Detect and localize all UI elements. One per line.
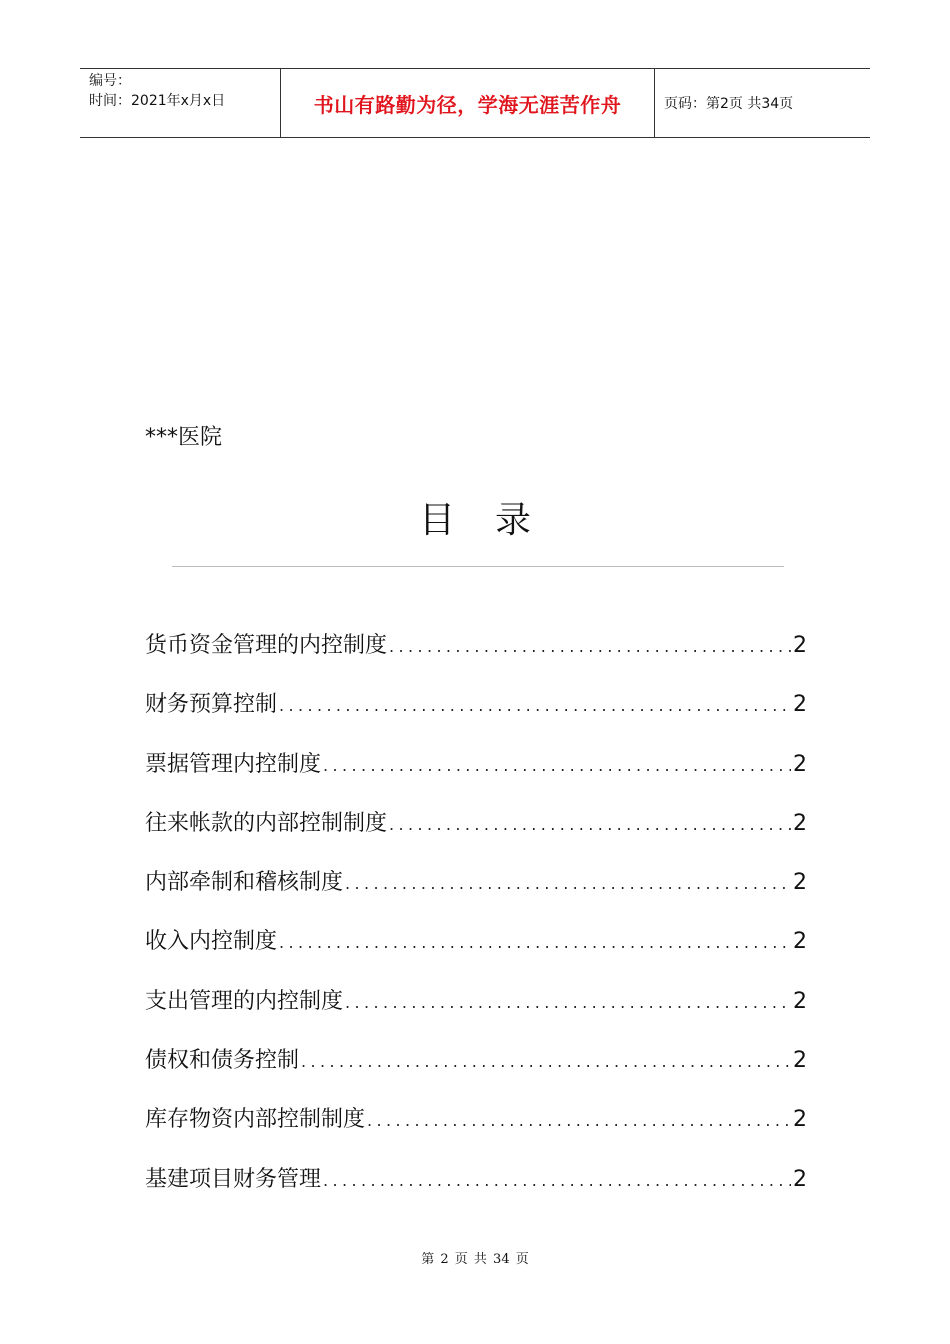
toc-entry-page: 2 <box>793 810 807 836</box>
toc-entry-label: 债权和债务控制 <box>145 1048 300 1074</box>
page-info: 页码：第2页 共34页 <box>664 96 794 112</box>
toc-leader-dots <box>321 1171 791 1190</box>
toc-entry[interactable] <box>145 628 807 687</box>
toc-leader-dots <box>321 756 791 775</box>
header-meta <box>80 69 281 137</box>
time-label: 时间：2021年x月x日 <box>89 93 226 109</box>
page-footer: 第 2 页 共 34 页 <box>421 1252 529 1267</box>
header-page-cell <box>655 69 870 137</box>
title-divider <box>172 566 784 567</box>
toc-entry-page: 2 <box>793 1048 807 1074</box>
toc-leader-dots <box>277 696 791 715</box>
page-header <box>80 68 870 138</box>
toc-entry[interactable] <box>145 687 807 746</box>
hospital-name: ***医院 <box>145 425 223 450</box>
toc-entry-page: 2 <box>793 929 807 955</box>
toc-entry-page: 2 <box>793 751 807 777</box>
toc-title: 目录 <box>418 500 571 541</box>
toc-entry-label: 货币资金管理的内控制度 <box>145 633 388 658</box>
toc-entry-label: 内部牵制和稽核制度 <box>145 870 344 896</box>
toc-leader-dots <box>365 1111 791 1130</box>
toc-entry[interactable] <box>145 984 807 1043</box>
toc-entry-label: 支出管理的内控制度 <box>145 988 344 1014</box>
toc-entry-label: 基建项目财务管理 <box>145 1166 322 1192</box>
number-label: 编号： <box>89 73 131 89</box>
motto-text: 书山有路勤为径，学海无涯苦作舟 <box>313 92 622 117</box>
toc-entry[interactable] <box>145 1102 807 1161</box>
header-motto-cell <box>281 69 655 137</box>
toc-entry-label: 收入内控制度 <box>145 929 278 955</box>
toc-entry[interactable] <box>145 1043 807 1102</box>
toc-entry[interactable] <box>145 806 807 865</box>
toc-entry-label: 库存物资内部控制制度 <box>145 1107 366 1133</box>
toc-entry-page: 2 <box>793 870 807 896</box>
toc-list <box>145 628 807 1221</box>
toc-entry[interactable] <box>145 924 807 983</box>
toc-leader-dots <box>343 874 791 893</box>
toc-entry-page: 2 <box>793 692 807 718</box>
toc-leader-dots <box>387 815 791 834</box>
toc-leader-dots <box>299 1052 791 1071</box>
toc-entry[interactable] <box>145 865 807 924</box>
toc-entry-label: 往来帐款的内部控制制度 <box>145 810 388 836</box>
toc-entry-label: 票据管理内控制度 <box>145 751 322 777</box>
toc-entry-page: 2 <box>793 1166 807 1192</box>
toc-leader-dots <box>343 993 791 1012</box>
toc-entry-label: 财务预算控制 <box>145 692 278 718</box>
toc-leader-dots <box>387 637 791 656</box>
toc-entry[interactable] <box>145 1162 807 1221</box>
toc-entry-page: 2 <box>793 988 807 1014</box>
toc-entry-page: 2 <box>793 1107 807 1133</box>
toc-entry[interactable] <box>145 747 807 806</box>
toc-leader-dots <box>277 933 791 952</box>
toc-entry-page: 2 <box>793 633 807 658</box>
